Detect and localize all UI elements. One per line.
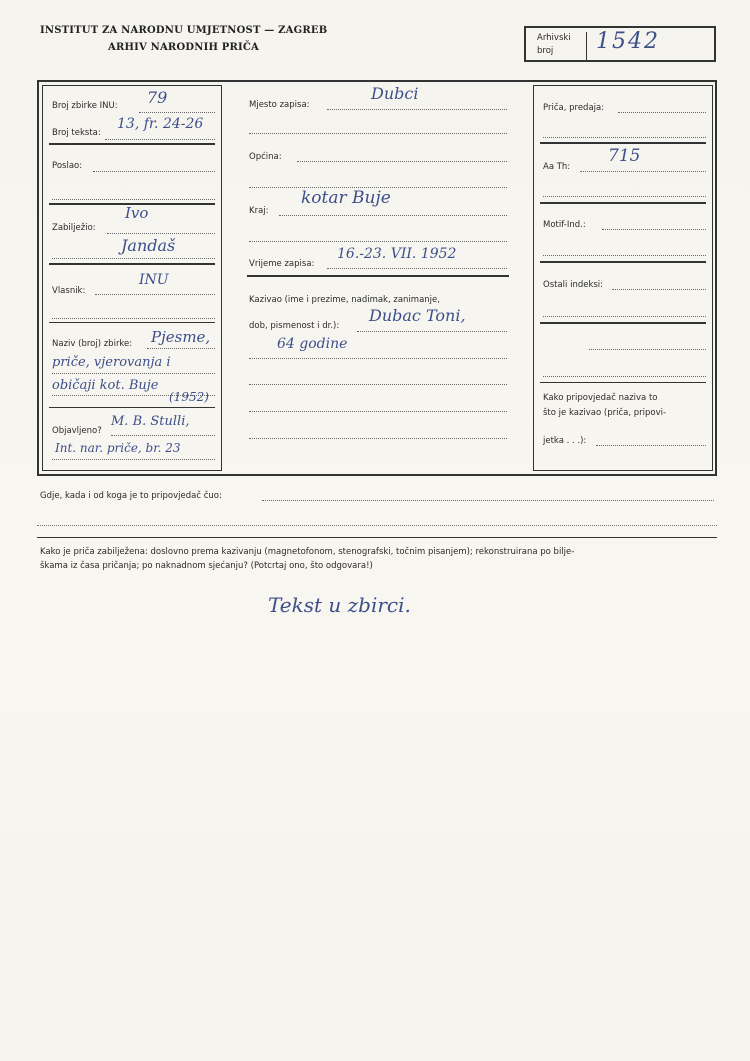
recording-method-text bbox=[40, 545, 717, 573]
archive-number-box bbox=[524, 26, 716, 62]
collection-name-value-line2: priče, vjerovanja i bbox=[52, 355, 171, 370]
archive-name: ARHIV NARODNIH PRIČA bbox=[108, 42, 260, 53]
collection-name-value-line1: Pjesme, bbox=[151, 328, 211, 346]
narrator-label-line2: dob, pismenost i dr.): bbox=[249, 321, 340, 331]
archive-number-label-line2: broj bbox=[537, 46, 554, 56]
collection-number-value: 79 bbox=[147, 88, 168, 107]
place-value: Dubci bbox=[371, 84, 419, 103]
published-value-line1: M. B. Stulli, bbox=[111, 414, 190, 429]
right-column bbox=[533, 85, 713, 471]
narrator-label-line1: Kazivao (ime i prezime, nadimak, zanimanje, bbox=[249, 295, 440, 305]
place-label: Mjesto zapisa: bbox=[249, 100, 310, 110]
recording-method-line1: Kako je priča zabilježena: doslovno prema kazivanju (magnetofonom, stenografski, točnim pisanjem); rekonstruirana po bilje- bbox=[40, 547, 575, 557]
published-value-line2: Int. nar. priče, br. 23 bbox=[55, 441, 181, 455]
region-label: Kraj: bbox=[249, 206, 269, 216]
text-in-collection-note: Tekst u zbirci. bbox=[268, 593, 411, 617]
recording-method-line2: škama iz časa pričanja; po naknadnom sjećanju? (Potcrtaj ono, što odgovara!) bbox=[40, 561, 373, 571]
where-heard-line bbox=[37, 525, 717, 526]
collection-number-label: Broj zbirke INU: bbox=[52, 101, 118, 111]
main-form-box bbox=[37, 80, 717, 476]
owner-value: INU bbox=[139, 272, 169, 288]
archive-number-label-line1: Arhivski bbox=[537, 33, 571, 43]
aa-th-value: 715 bbox=[608, 146, 641, 166]
where-heard-label: Gdje, kada i od koga je to pripovjedač čuo: bbox=[40, 491, 222, 501]
region-value: kotar Buje bbox=[301, 188, 391, 208]
published-label: Objavljeno? bbox=[52, 426, 102, 436]
recording-time-label: Vrijeme zapisa: bbox=[249, 259, 315, 269]
narrator-value-line2: 64 godine bbox=[277, 336, 348, 352]
narrator-name-label-line3: jetka . . .): bbox=[543, 436, 587, 446]
narrator-name-label-line1: Kako pripovjedač naziva to bbox=[543, 393, 658, 403]
motif-index-label: Motif-Ind.: bbox=[543, 220, 586, 230]
left-column bbox=[42, 85, 222, 471]
institution-header bbox=[40, 25, 340, 53]
collection-name-label: Naziv (broj) zbirke: bbox=[52, 339, 133, 349]
collection-name-value-line3: običaji kot. Buje bbox=[52, 378, 159, 393]
narrator-value-line1: Dubac Toni, bbox=[369, 306, 466, 325]
aa-th-label: Aa Th: bbox=[543, 162, 571, 172]
narrator-name-label-line2: što je kazivao (priča, pripovi- bbox=[543, 408, 667, 418]
recorded-by-value-line1: Ivo bbox=[125, 204, 149, 222]
collection-name-value-line4: (1952) bbox=[169, 390, 209, 404]
sent-by-label: Poslao: bbox=[52, 161, 83, 171]
archive-number-label bbox=[537, 32, 587, 60]
recorded-by-label: Zabilježio: bbox=[52, 223, 96, 233]
other-indexes-label: Ostali indeksi: bbox=[543, 280, 604, 290]
text-number-value: 13, fr. 24-26 bbox=[117, 116, 204, 132]
owner-label: Vlasnik: bbox=[52, 286, 86, 296]
story-label: Priča, predaja: bbox=[543, 103, 605, 113]
text-number-label: Broj teksta: bbox=[52, 128, 101, 138]
municipality-label: Općina: bbox=[249, 152, 282, 162]
recorded-by-value-line2: Jandaš bbox=[121, 236, 176, 255]
institution-name: INSTITUT ZA NARODNU UMJETNOST — ZAGREB bbox=[40, 25, 328, 36]
recording-time-value: 16.-23. VII. 1952 bbox=[337, 246, 457, 262]
archive-number-value: 1542 bbox=[596, 29, 660, 54]
